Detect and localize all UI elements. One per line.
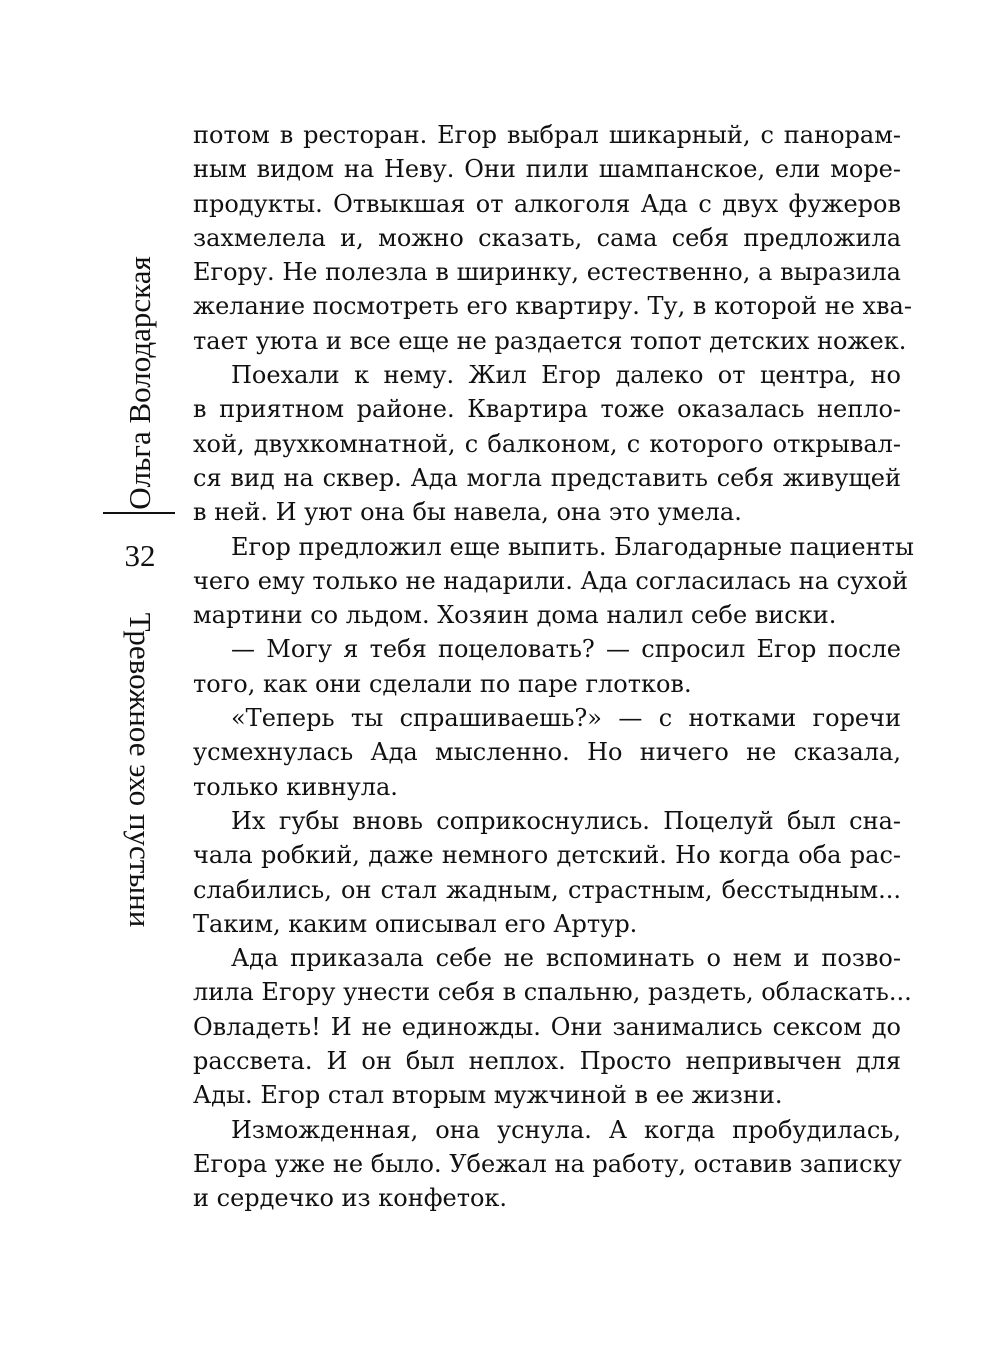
text-line: мартини со льдом. Хозяин дома налил себе виски. [193, 601, 837, 630]
text-line: ся вид на сквер. Ада могла представить себя живущей [193, 463, 901, 492]
text-line: Егор предложил еще выпить. Благодарные пациенты [231, 532, 914, 561]
running-header-author: Ольга Володарская [122, 256, 157, 510]
paragraph [193, 118, 912, 358]
text-line: тает уюта и все еще не раздается топот детских ножек. [193, 326, 907, 355]
text-line: — Могу я тебя поцеловать? — спросил Егор после [231, 635, 901, 664]
text-line: потом в ресторан. Егор выбрал шикарный, с панорам- [193, 121, 901, 149]
text-line: ным видом на Неву. Они пили шампанское, ели море- [193, 155, 901, 184]
running-header-book-title: Тревожное эхо пустыни [123, 612, 158, 928]
paragraph [193, 358, 901, 529]
page-number: 32 [124, 538, 156, 573]
text-line: только кивнула. [193, 772, 398, 801]
text-line: Егора уже не было. Убежал на работу, оставив записку [193, 1149, 902, 1178]
text-line: «Теперь ты спрашиваешь?» — с нотками горечи [231, 704, 901, 733]
text-line: Овладеть! И не единожды. Они занимались сексом до [193, 1012, 901, 1041]
text-line: рассвета. И он был неплох. Просто непривычен для [193, 1047, 901, 1076]
text-line: чего ему только не надарили. Ада согласилась на сухой [193, 566, 909, 595]
text-line: и сердечко из конфеток. [193, 1184, 508, 1213]
text-line: того, как они сделали по паре глотков. [193, 669, 692, 698]
text-line: Поехали к нему. Жил Егор далеко от центра, но [231, 361, 901, 390]
main-text [193, 118, 914, 1216]
text-line: Егору. Не полезла в ширинку, естественно, а выразила [193, 258, 901, 287]
text-line: продукты. Отвыкшая от алкоголя Ада с двух фужеров [193, 189, 901, 218]
paragraph [193, 530, 914, 633]
paragraph [193, 941, 912, 1112]
text-line: Таким, каким описывал его Артур. [193, 909, 638, 938]
text-line: желание посмотреть его квартиру. Ту, в которой не хва- [193, 292, 912, 321]
paragraph [193, 701, 901, 804]
paragraph [193, 1113, 901, 1216]
text-line: слабились, он стал жадным, страстным, бесстыдным... [193, 875, 901, 904]
text-line: Изможденная, она уснула. А когда пробудилась, [231, 1115, 901, 1144]
text-line: усмехнулась Ада мысленно. Но ничего не сказала, [193, 738, 901, 767]
text-line: Ада приказала себе не вспоминать о нем и позво- [231, 944, 901, 973]
text-line: чала робкий, даже немного детский. Но когда оба рас- [193, 841, 901, 870]
text-line: хой, двухкомнатной, с балконом, с которого открывал- [193, 429, 901, 458]
paragraph [193, 804, 901, 941]
text-line: захмелела и, можно сказать, сама себя предложила [193, 223, 901, 252]
header-divider [103, 512, 175, 514]
text-line: в ней. И уют она бы навела, она это умела. [193, 498, 742, 527]
text-line: в приятном районе. Квартира тоже оказалась непло- [193, 395, 901, 424]
text-line: Их губы вновь соприкоснулись. Поцелуй был сна- [231, 806, 901, 835]
text-line: лила Егору унести себя в спальню, раздеть, обласкать... [193, 978, 912, 1007]
text-line: Ады. Егор стал вторым мужчиной в ее жизни. [193, 1081, 783, 1110]
paragraph [193, 632, 901, 701]
